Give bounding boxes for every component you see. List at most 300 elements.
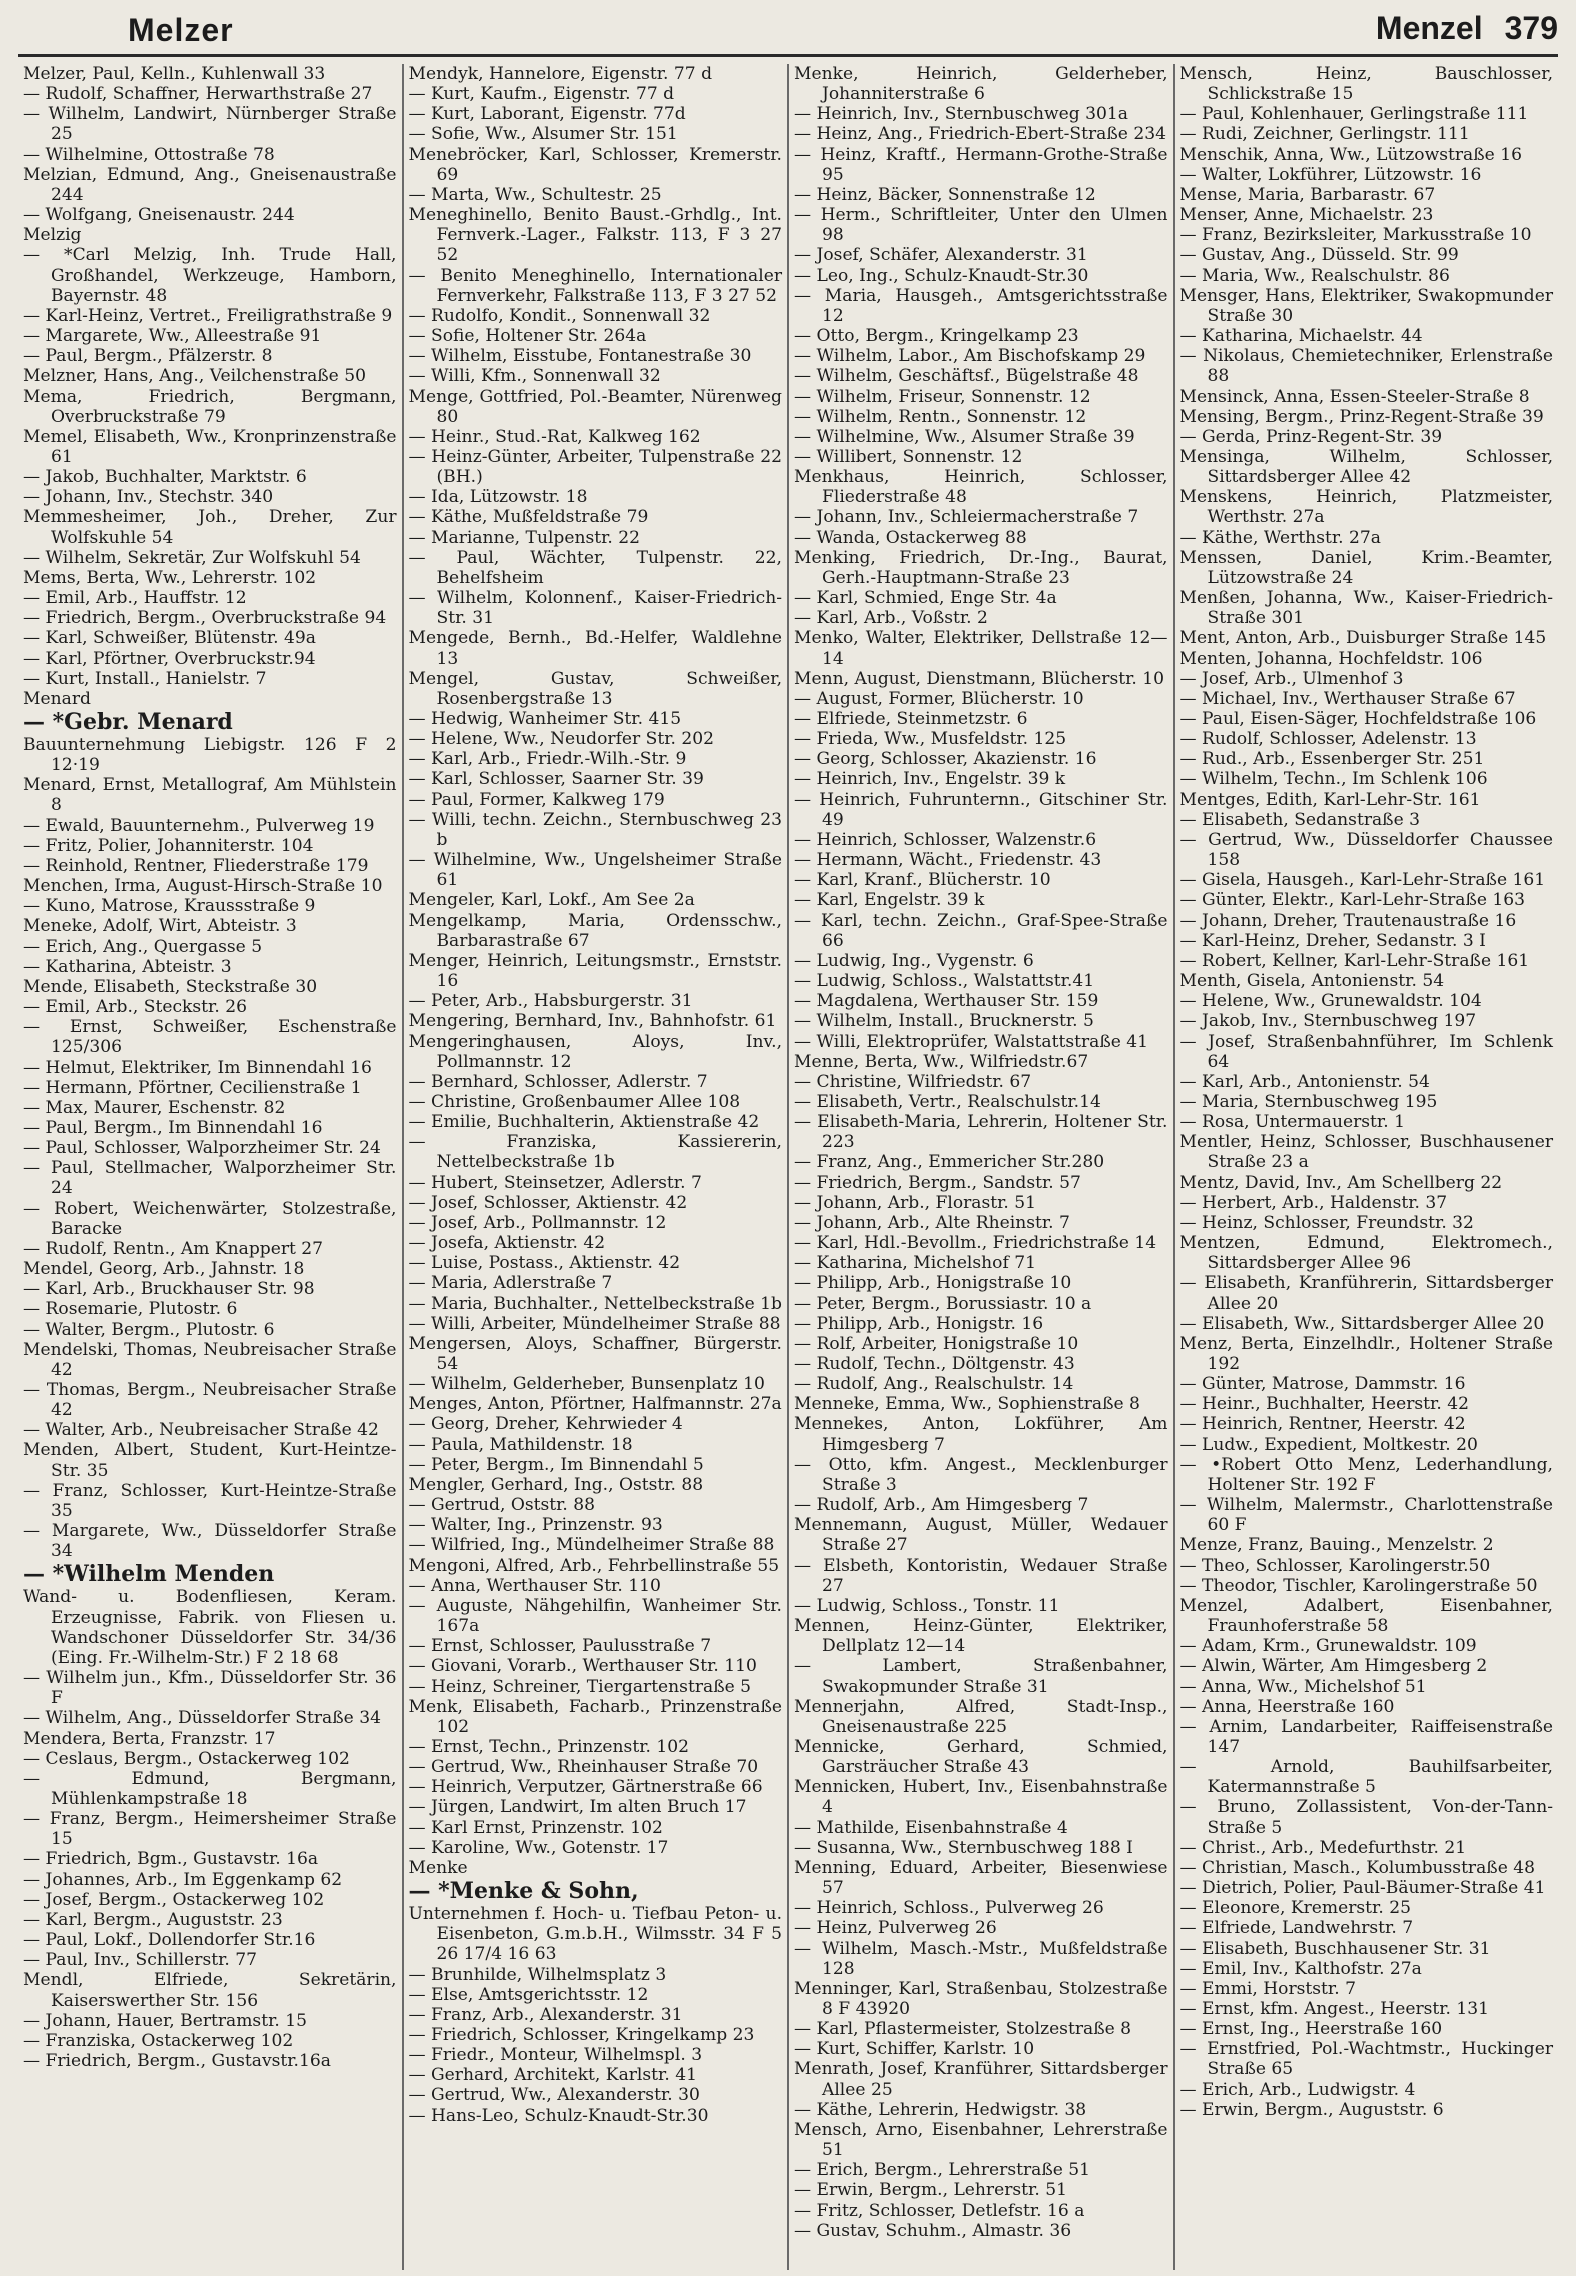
directory-entry: — Ewald, Bauunternehm., Pulverweg 19 <box>23 815 375 836</box>
directory-entry: — Ernst, Schlosser, Paulusstraße 7 <box>408 1636 712 1657</box>
directory-entry: — Franz, Bezirksleiter, Markusstraße 10 <box>1179 225 1532 246</box>
directory-entry: — Rudolf, Arb., Am Himgesberg 7 <box>794 1495 1089 1516</box>
directory-entry: — Johannes, Arb., Im Eggenkamp 62 <box>23 1869 343 1890</box>
directory-entry: Mengler, Gerhard, Ing., Oststr. 88 <box>408 1474 704 1495</box>
directory-entry: — Philipp, Arb., Honigstraße 10 <box>794 1273 1072 1294</box>
directory-entry: — Willi, Kfm., Sonnenwall 32 <box>408 366 661 387</box>
directory-entry: — Heinrich, Schloss., Pulverweg 26 <box>794 1898 1104 1919</box>
directory-entry: — Bernhard, Schlosser, Adlerstr. 7 <box>408 1071 708 1092</box>
directory-entry: Mengelkamp, Maria, Ordensschw., Barbarastraße 67 <box>408 910 782 951</box>
directory-entry: — Helene, Ww., Grunewaldstr. 104 <box>1179 991 1482 1012</box>
directory-entry: — Heinrich, Verputzer, Gärtnerstraße 66 <box>408 1777 763 1798</box>
directory-entry: — Benito Meneghinello, Internationaler Fernverkehr, Falkstraße 113, F 3 27 52 <box>408 265 782 306</box>
directory-entry: Menzel, Adalbert, Eisenbahner, Fraunhoferstraße 58 <box>1179 1595 1553 1637</box>
directory-entry: Menke, Heinrich, Gelderheber, Johanniterstraße 6 <box>794 64 1168 105</box>
directory-entry: — Otto, Bergm., Kringelkamp 23 <box>794 326 1079 347</box>
company-heading: — *Menke & Sohn, <box>408 1878 639 1905</box>
directory-entry: Mensger, Hans, Elektriker, Swakopmunder Straße 30 <box>1179 285 1554 326</box>
directory-entry: — Heinz, Bäcker, Sonnenstraße 12 <box>794 184 1096 205</box>
directory-entry: — Heinr., Stud.-Rat, Kalkweg 162 <box>408 426 701 447</box>
running-head-right <box>1376 10 1558 47</box>
directory-entry: — Paul, Stellmacher, Walporzheimer Str. 24 <box>23 1158 397 1199</box>
directory-entry: Mensch, Heinz, Bauschlosser, Schlickstraße 15 <box>1179 64 1553 105</box>
directory-entry: — Wilhelm, Masch.-Mstr., Mußfeldstraße 128 <box>794 1938 1168 1979</box>
directory-entry: — Wilhelm, Ang., Düsseldorfer Straße 34 <box>23 1708 381 1729</box>
directory-entry: — Wilhelm, Geschäftsf., Bügelstraße 48 <box>794 366 1139 387</box>
directory-entry: — Ernst, Techn., Prinzenstr. 102 <box>408 1736 689 1757</box>
directory-entry: Mengeler, Karl, Lokf., Am See 2a <box>408 890 695 911</box>
directory-entry: Bauunternehmung Liebigstr. 126 F 2 12·19 <box>23 735 397 776</box>
directory-entry: — Magdalena, Werthauser Str. 159 <box>794 991 1099 1012</box>
directory-entry: — Wilhelm, Install., Brucknerstr. 5 <box>794 1011 1094 1032</box>
directory-entry: — Theo, Schlosser, Karolingerstr.50 <box>1179 1555 1491 1576</box>
directory-entry: — Paul, Bergm., Pfälzerstr. 8 <box>23 346 273 367</box>
directory-entry: — Elfriede, Steinmetzstr. 6 <box>794 709 1028 729</box>
directory-entry: — Ceslaus, Bergm., Ostackerweg 102 <box>23 1748 350 1769</box>
directory-entry: Ment, Anton, Arb., Duisburger Straße 145 <box>1179 628 1547 649</box>
directory-entry: — Else, Amtsgerichtsstr. 12 <box>408 1984 649 2005</box>
directory-entry: Mentzen, Edmund, Elektromech., Sittardsberger Allee 96 <box>1179 1233 1553 1274</box>
directory-entry: Mems, Berta, Ww., Lehrerstr. 102 <box>23 567 317 588</box>
directory-entry: — Josef, Bergm., Ostackerweg 102 <box>23 1889 325 1910</box>
directory-entry: Mengersen, Aloys, Schaffner, Bürgerstr. 54 <box>408 1333 782 1374</box>
directory-entry: — Käthe, Lehrerin, Hedwigstr. 38 <box>794 2099 1087 2120</box>
directory-entry: — Wilhelmine, Ww., Ungelsheimer Straße 61 <box>408 850 782 891</box>
directory-entry: — Anna, Ww., Michelshof 51 <box>1179 1676 1427 1697</box>
directory-entry: — Karl, Schweißer, Blütenstr. 49a <box>23 628 316 649</box>
directory-entry: — Paul, Schlosser, Walporzheimer Str. 24 <box>23 1138 381 1159</box>
column-1 <box>18 64 402 2270</box>
page-number: 379 <box>1504 10 1558 46</box>
directory-entry: — Emmi, Horststr. 7 <box>1179 1978 1356 1999</box>
directory-entry: Menze, Franz, Bauing., Menzelstr. 2 <box>1179 1535 1494 1556</box>
directory-entry: — Marta, Ww., Schultestr. 25 <box>408 184 662 205</box>
directory-entry: — Heinr., Buchhalter, Heerstr. 42 <box>1179 1394 1469 1415</box>
directory-entry: — Gertrud, Ww., Düsseldorfer Chaussee 158 <box>1179 829 1553 871</box>
directory-entry: — •Robert Otto Menz, Lederhandlung, Holtener Str. 192 F <box>1179 1454 1553 1495</box>
directory-entry: — Erich, Ang., Quergasse 5 <box>23 936 263 957</box>
directory-entry: — Wilhelmine, Ww., Alsumer Straße 39 <box>794 426 1135 447</box>
directory-entry: Menges, Anton, Pförtner, Halfmannstr. 27a <box>408 1394 782 1415</box>
directory-entry: Mentz, David, Inv., Am Schellberg 22 <box>1179 1172 1503 1193</box>
directory-entry: — Helene, Ww., Neudorfer Str. 202 <box>408 729 714 750</box>
directory-entry: — Herm., Schriftleiter, Unter den Ulmen 98 <box>794 205 1168 246</box>
directory-entry: — Paul, Inv., Schillerstr. 77 <box>23 1950 258 1971</box>
directory-entry: — Herbert, Arb., Haldenstr. 37 <box>1179 1192 1448 1213</box>
directory-entry: — Paul, Eisen-Säger, Hochfeldstraße 106 <box>1179 709 1537 729</box>
directory-entry: — Karl, Pförtner, Overbruckstr.94 <box>23 648 316 669</box>
directory-entry: — Karl, Arb., Antonienstr. 54 <box>1179 1071 1430 1092</box>
directory-entry: Mengel, Gustav, Schweißer, Rosenbergstraße 13 <box>408 668 782 709</box>
directory-entry: — Wolfgang, Gneisenaustr. 244 <box>23 205 295 226</box>
directory-entry: — Paula, Mathildenstr. 18 <box>408 1434 633 1455</box>
running-head-left: Melzer <box>128 12 234 48</box>
directory-entry: — Karl, techn. Zeichn., Graf-Spee-Straße 66 <box>794 910 1168 951</box>
column-3 <box>787 64 1173 2270</box>
directory-entry: — Karl-Heinz, Dreher, Sedanstr. 3 I <box>1179 930 1486 951</box>
directory-entry: Mendelski, Thomas, Neubreisacher Straße 42 <box>23 1339 397 1380</box>
directory-entry: Menninger, Karl, Straßenbau, Stolzestraße 8 F 43920 <box>794 1978 1168 2019</box>
directory-entry: — Wilhelm, Sekretär, Zur Wolfskuhl 54 <box>23 547 361 568</box>
directory-entry: Mengeringhausen, Aloys, Inv., Pollmannstr. 12 <box>408 1031 782 1072</box>
directory-entry: — Michael, Inv., Werthauser Straße 67 <box>1179 688 1516 709</box>
directory-entry: Menneke, Emma, Ww., Sophienstraße 8 <box>794 1394 1140 1415</box>
directory-entry: — Christine, Wilfriedstr. 67 <box>794 1071 1032 1092</box>
directory-entry: Memel, Elisabeth, Ww., Kronprinzenstraße 61 <box>23 426 397 467</box>
directory-entry: — Ludwig, Ing., Vygenstr. 6 <box>794 950 1034 971</box>
directory-entry: — Hubert, Steinsetzer, Adlerstr. 7 <box>408 1172 702 1193</box>
directory-entry: — Ernst, Ing., Heerstraße 160 <box>1179 2019 1443 2040</box>
directory-entry: — Rosemarie, Plutostr. 6 <box>23 1299 238 1320</box>
directory-entry: — Johann, Hauer, Bertramstr. 15 <box>23 2010 307 2031</box>
directory-entry: Menger, Heinrich, Leitungsmstr., Ernststr. 16 <box>408 950 782 992</box>
directory-entry: Menard <box>23 688 91 709</box>
directory-entry: — Heinz, Kraftf., Hermann-Grothe-Straße 95 <box>794 144 1168 185</box>
directory-entry: — Karl, Arb., Friedr.-Wilh.-Str. 9 <box>408 749 687 770</box>
directory-entry: — Rudolf, Rentn., Am Knappert 27 <box>23 1238 324 1259</box>
directory-entry: — Rosa, Untermauerstr. 1 <box>1179 1112 1405 1133</box>
directory-entry: — August, Former, Blücherstr. 10 <box>794 688 1084 709</box>
directory-entry: — *Carl Melzig, Inh. Trude Hall, Großhandel, Werkzeuge, Hamborn, Bayernstr. 48 <box>23 245 397 306</box>
directory-entry: Menn, August, Dienstmann, Blücherstr. 10 <box>794 668 1165 689</box>
directory-entry: — Walter, Lokführer, Lützowstr. 16 <box>1179 164 1482 185</box>
directory-entry: Menschik, Anna, Ww., Lützowstraße 16 <box>1179 144 1522 165</box>
directory-entry: — Johann, Arb., Alte Rheinstr. 7 <box>794 1212 1070 1233</box>
directory-entry: — Heinrich, Rentner, Heerstr. 42 <box>1179 1414 1466 1435</box>
directory-entry: — Heinz, Pulverweg 26 <box>794 1918 997 1939</box>
directory-entry: — Edmund, Bergmann, Mühlenkampstraße 18 <box>23 1768 397 1809</box>
directory-entry: — Katharina, Abteistr. 3 <box>23 956 232 977</box>
directory-entry: — Heinz, Schlosser, Freundstr. 32 <box>1179 1212 1474 1233</box>
directory-entry: Menssen, Daniel, Krim.-Beamter, Lützowstraße 24 <box>1179 547 1553 588</box>
directory-entry: — Margarete, Ww., Düsseldorfer Straße 34 <box>23 1521 397 1562</box>
directory-entry: Wand- u. Bodenfliesen, Keram. Erzeugnisse, Fabrik. von Fliesen u. Wandschoner Düsseldorfer Str. 34/36 (Eing. Fr.-Wilhelm-Str.) F 2 18 68 <box>23 1587 397 1668</box>
directory-entry: Mema, Friedrich, Bergmann, Overbruckstraße 79 <box>23 386 397 427</box>
directory-entry: — Jakob, Buchhalter, Marktstr. 6 <box>23 467 307 488</box>
directory-entry: — Sofie, Holtener Str. 264a <box>408 326 647 347</box>
directory-entry: — Georg, Schlosser, Akazienstr. 16 <box>794 749 1097 770</box>
directory-entry: — Friedrich, Bergm., Sandstr. 57 <box>794 1172 1081 1193</box>
directory-entry: Menk, Elisabeth, Facharb., Prinzenstraße 102 <box>408 1696 782 1737</box>
directory-entry: Menrath, Josef, Kranführer, Sittardsberger Allee 25 <box>794 2059 1168 2100</box>
directory-entry: — Willi, Elektroprüfer, Walstattstraße 41 <box>794 1031 1149 1052</box>
directory-entry: — Elsbeth, Kontoristin, Wedauer Straße 27 <box>794 1555 1168 1596</box>
directory-entry: — Fritz, Schlosser, Detlefstr. 16 a <box>794 2200 1085 2221</box>
directory-entry: — Josef, Straßenbahnführer, Im Schlenk 64 <box>1179 1031 1553 1072</box>
directory-entry: — Franz, Bergm., Heimersheimer Straße 15 <box>23 1809 397 1850</box>
directory-entry: — Ludwig, Schloss., Tonstr. 11 <box>794 1595 1060 1616</box>
directory-entry: — Rudolf, Ang., Realschulstr. 14 <box>794 1374 1074 1395</box>
directory-entry: — Karl, Pflastermeister, Stolzestraße 8 <box>794 2019 1132 2040</box>
directory-entry: Meneghinello, Benito Baust.-Grhdlg., Int. Fernverk.-Lager., Falkstr. 113, F 3 27 52 <box>408 205 782 266</box>
directory-entry: — Robert, Weichenwärter, Stolzestraße, Baracke <box>23 1198 397 1239</box>
directory-entry: — Thomas, Bergm., Neubreisacher Straße 42 <box>23 1380 397 1421</box>
directory-entry: — Fritz, Polier, Johanniterstr. 104 <box>23 835 314 856</box>
directory-entry: — Ernst, Schweißer, Eschenstraße 125/306 <box>23 1017 397 1058</box>
directory-entry: — Gertrud, Oststr. 88 <box>408 1495 596 1516</box>
directory-entry: — Heinz, Ang., Friedrich-Ebert-Straße 234 <box>794 124 1166 145</box>
directory-entry: — Josef, Arb., Ulmenhof 3 <box>1179 668 1404 689</box>
directory-entry: — Jakob, Inv., Sternbuschweg 197 <box>1179 1011 1477 1032</box>
directory-entry: — Brunhilde, Wilhelmsplatz 3 <box>408 1964 667 1985</box>
directory-entry: Mensinga, Wilhelm, Schlosser, Sittardsberger Allee 42 <box>1179 446 1553 488</box>
directory-entry: — Gerda, Prinz-Regent-Str. 39 <box>1179 426 1443 447</box>
directory-entry: — Elisabeth-Maria, Lehrerin, Holtener Str. 223 <box>794 1112 1168 1153</box>
directory-entry: — Günter, Matrose, Dammstr. 16 <box>1179 1374 1466 1395</box>
directory-entry: — Josef, Arb., Pollmannstr. 12 <box>408 1212 667 1233</box>
directory-entry: — Franziska, Kassiererin, Nettelbeckstraße 1b <box>408 1132 782 1173</box>
directory-entry: — Arnold, Bauhilfsarbeiter, Katermannstraße 5 <box>1179 1757 1553 1798</box>
directory-entry: — Franz, Arb., Alexanderstr. 31 <box>408 2004 683 2025</box>
directory-entry: Mensinck, Anna, Essen-Steeler-Straße 8 <box>1179 386 1530 407</box>
directory-entry: Mennicke, Gerhard, Schmied, Garsträucher Straße 43 <box>794 1736 1168 1778</box>
directory-entry: Menßen, Johanna, Ww., Kaiser-Friedrich-Straße 301 <box>1179 588 1553 629</box>
directory-entry: Mentler, Heinz, Schlosser, Buschhausener Straße 23 a <box>1179 1132 1553 1173</box>
directory-entry: — Friedr., Monteur, Wilhelmspl. 3 <box>408 2045 703 2066</box>
directory-entry: — Paul, Former, Kalkweg 179 <box>408 789 665 810</box>
directory-entry: — Rudolf, Schaffner, Herwarthstraße 27 <box>23 84 373 105</box>
directory-entry: Menskens, Heinrich, Platzmeister, Werthstr. 27a <box>1179 487 1553 528</box>
directory-entry: — Wilhelm, Landwirt, Nürnberger Straße 25 <box>23 104 397 145</box>
directory-entry: — Karl, Arb., Bruckhauser Str. 98 <box>23 1279 315 1300</box>
directory-entry: Mennerjahn, Alfred, Stadt-Insp., Gneisenaustraße 225 <box>794 1696 1168 1737</box>
directory-entry: — Georg, Dreher, Kehrwieder 4 <box>408 1414 683 1435</box>
directory-entry: Melzig <box>23 225 82 246</box>
directory-entry: — Robert, Kellner, Karl-Lehr-Straße 161 <box>1179 950 1530 971</box>
directory-entry: — Emil, Arb., Steckstr. 26 <box>23 997 247 1018</box>
company-heading: — *Gebr. Menard <box>23 709 233 735</box>
directory-entry: — Gerhard, Architekt, Karlstr. 41 <box>408 2065 697 2086</box>
directory-entry: — Karl, Schlosser, Saarner Str. 39 <box>408 769 704 790</box>
directory-entry: — Willi, Arbeiter, Mündelheimer Straße 88 <box>408 1313 781 1334</box>
directory-entry: — Johann, Arb., Florastr. 51 <box>794 1192 1037 1213</box>
directory-entry: Mensch, Arno, Eisenbahner, Lehrerstraße 51 <box>794 2119 1168 2161</box>
directory-entry: Mendera, Berta, Franzstr. 17 <box>23 1728 276 1749</box>
directory-entry: Menchen, Irma, August-Hirsch-Straße 10 <box>23 876 383 897</box>
page-header <box>18 4 1558 57</box>
directory-entry: Menking, Friedrich, Dr.-Ing., Baurat, Gerh.-Hauptmann-Straße 23 <box>794 547 1168 588</box>
directory-entry: — Eleonore, Kremerstr. 25 <box>1179 1898 1411 1919</box>
column-2 <box>402 64 788 2270</box>
directory-entry: — Lambert, Straßenbahner, Swakopmunder Straße 31 <box>794 1656 1168 1697</box>
directory-entry: Menth, Gisela, Antonienstr. 54 <box>1179 971 1445 992</box>
directory-entry: — Karl-Heinz, Vertret., Freiligrathstraße 9 <box>23 305 393 326</box>
directory-entry: — Käthe, Werthstr. 27a <box>1179 527 1381 548</box>
directory-entry: Menden, Albert, Student, Kurt-Heintze-Str. 35 <box>23 1440 397 1481</box>
directory-entry: — Frieda, Ww., Musfeldstr. 125 <box>794 729 1067 750</box>
directory-entry: — Paul, Kohlenhauer, Gerlingstraße 111 <box>1179 104 1529 125</box>
directory-entry: — Nikolaus, Chemietechniker, Erlenstraße 88 <box>1179 346 1553 387</box>
directory-entry: — Rudolfo, Kondit., Sonnenwall 32 <box>408 305 711 326</box>
directory-entry: — Peter, Arb., Habsburgerstr. 31 <box>408 991 693 1012</box>
directory-entry: — Erich, Bergm., Lehrerstraße 51 <box>794 2160 1091 2181</box>
directory-entry: — Emil, Arb., Hauffstr. 12 <box>23 588 247 609</box>
directory-entry: Mendyk, Hannelore, Eigenstr. 77 d <box>408 64 713 84</box>
directory-entry: — Ernstfried, Pol.-Wachtmstr., Huckinger Straße 65 <box>1179 2039 1553 2080</box>
directory-entry: — Ernst, kfm. Angest., Heerstr. 131 <box>1179 1999 1490 2019</box>
directory-entry: — Peter, Bergm., Im Binnendahl 5 <box>408 1454 704 1475</box>
directory-entry: — Rudi, Zeichner, Gerlingstr. 111 <box>1179 124 1470 145</box>
directory-entry: — Walter, Ing., Prinzenstr. 93 <box>408 1515 663 1536</box>
directory-entry: — Wilhelm, Rentn., Sonnenstr. 12 <box>794 406 1087 427</box>
directory-entry: Menebröcker, Karl, Schlosser, Kremerstr. 69 <box>408 144 782 185</box>
directory-entry: — Friedrich, Bgm., Gustavstr. 16a <box>23 1849 319 1870</box>
directory-entry: Mentges, Edith, Karl-Lehr-Str. 161 <box>1179 789 1481 810</box>
directory-entry: — Friedrich, Schlosser, Kringelkamp 23 <box>408 2025 755 2045</box>
directory-entry: Menning, Eduard, Arbeiter, Biesenwiese 57 <box>794 1857 1168 1899</box>
directory-entry: — Franziska, Ostackerweg 102 <box>23 2030 294 2051</box>
directory-entry: — Elisabeth, Vertr., Realschulstr.14 <box>794 1091 1101 1112</box>
directory-entry: — Marianne, Tulpenstr. 22 <box>408 527 641 548</box>
directory-entry: — Friedrich, Bergm., Overbruckstraße 94 <box>23 608 387 629</box>
directory-entry: — Käthe, Mußfeldstraße 79 <box>408 507 649 528</box>
directory-entry: Mennen, Heinz-Günter, Elektriker, Dellplatz 12—14 <box>794 1616 1168 1657</box>
directory-entry: Mense, Maria, Barbarastr. 67 <box>1179 184 1436 205</box>
directory-entry: — Paul, Wächter, Tulpenstr. 22, Behelfsheim <box>408 547 782 588</box>
directory-entry: Mennicken, Hubert, Inv., Eisenbahnstraße 4 <box>794 1777 1168 1818</box>
directory-entry: — Heinrich, Inv., Sternbuschweg 301a <box>794 104 1128 125</box>
directory-entry: — Katharina, Michaelstr. 44 <box>1179 326 1423 347</box>
directory-entry: — Emil, Inv., Kalthofstr. 27a <box>1179 1958 1422 1979</box>
directory-entry: — Kurt, Install., Hanielstr. 7 <box>23 668 267 689</box>
directory-entry: — Kurt, Kaufm., Eigenstr. 77 d <box>408 84 675 105</box>
directory-entry: Meneke, Adolf, Wirt, Abteistr. 3 <box>23 916 297 937</box>
directory-entry: — Gustav, Ang., Düsseld. Str. 99 <box>1179 245 1459 266</box>
directory-entry: — Erwin, Bergm., Auguststr. 6 <box>1179 2099 1444 2120</box>
directory-entry: — Hermann, Wächt., Friedenstr. 43 <box>794 850 1102 871</box>
directory-entry: — Karl, Kranf., Blücherstr. 10 <box>794 870 1051 891</box>
directory-entry: — Philipp, Arb., Honigstr. 16 <box>794 1313 1044 1334</box>
directory-entry: — Maria, Buchhalter., Nettelbeckstraße 1b <box>408 1293 782 1314</box>
directory-entry: — Wilhelm, Malermstr., Charlottenstraße 60 F <box>1179 1495 1553 1536</box>
directory-entry: — Elisabeth, Ww., Sittardsberger Allee 20 <box>1179 1313 1545 1334</box>
directory-entry: — Dietrich, Polier, Paul-Bäumer-Straße 41 <box>1179 1878 1546 1899</box>
directory-entry: — Sofie, Ww., Alsumer Str. 151 <box>408 124 678 145</box>
directory-entry: — Giovani, Vorarb., Werthauser Str. 110 <box>408 1656 757 1677</box>
directory-entry: — Karl, Bergm., Auguststr. 23 <box>23 1909 283 1930</box>
directory-entry: — Bruno, Zollassistent, Von-der-Tann-Straße 5 <box>1179 1797 1553 1838</box>
directory-entry: — Johann, Dreher, Trautenaustraße 16 <box>1179 910 1517 931</box>
directory-entry: — Wilhelm, Labor., Am Bischofskamp 29 <box>794 346 1146 367</box>
directory-entry: — Karl, Schmied, Enge Str. 4a <box>794 588 1057 609</box>
directory-entry: — Susanna, Ww., Sternbuschweg 188 I <box>794 1837 1133 1858</box>
directory-entry: Unternehmen f. Hoch- u. Tiefbau Peton- u. Eisenbeton, G.m.b.H., Wilmsstr. 34 F 5 26 17/4 16 63 <box>408 1904 782 1965</box>
directory-entry: — Gertrud, Ww., Rheinhauser Straße 70 <box>408 1757 759 1778</box>
directory-entry: — Karoline, Ww., Gotenstr. 17 <box>408 1837 669 1858</box>
directory-entry: — Paul, Lokf., Dollendorfer Str.16 <box>23 1930 316 1951</box>
directory-entry: — Erich, Arb., Ludwigstr. 4 <box>1179 2079 1416 2100</box>
directory-entry: — Peter, Bergm., Borussiastr. 10 a <box>794 1293 1092 1314</box>
directory-entry: — Franz, Ang., Emmericher Str.280 <box>794 1152 1105 1173</box>
directory-entry: — Wilhelm, Eisstube, Fontanestraße 30 <box>408 346 752 367</box>
directory-entry: — Wilfried, Ing., Mündelheimer Straße 88 <box>408 1535 775 1556</box>
directory-entry: Melzian, Edmund, Ang., Gneisenaustraße 244 <box>23 164 397 205</box>
directory-entry: — Anna, Heerstraße 160 <box>1179 1696 1395 1717</box>
directory-columns <box>18 64 1558 2270</box>
directory-entry: — Erwin, Bergm., Lehrerstr. 51 <box>794 2180 1067 2201</box>
directory-entry: Mendel, Georg, Arb., Jahnstr. 18 <box>23 1259 305 1280</box>
directory-entry: Menser, Anne, Michaelstr. 23 <box>1179 205 1434 226</box>
directory-entry: — Reinhold, Rentner, Fliederstraße 179 <box>23 855 369 876</box>
directory-entry: — Katharina, Michelshof 71 <box>794 1253 1036 1274</box>
directory-entry: — Maria, Sternbuschweg 195 <box>1179 1091 1438 1112</box>
directory-entry: — Heinrich, Fuhrunternn., Gitschiner Str. 49 <box>794 789 1168 830</box>
directory-entry: — Günter, Elektr., Karl-Lehr-Straße 163 <box>1179 890 1526 911</box>
directory-entry: Menge, Gottfried, Pol.-Beamter, Nürenweg 80 <box>408 386 782 427</box>
directory-entry: — Christian, Masch., Kolumbusstraße 48 <box>1179 1857 1536 1878</box>
directory-entry: — Rudolf, Schlosser, Adelenstr. 13 <box>1179 729 1477 750</box>
directory-entry: — Maria, Hausgeh., Amtsgerichtsstraße 12 <box>794 285 1168 326</box>
directory-entry: — Wilhelm, Friseur, Sonnenstr. 12 <box>794 386 1091 407</box>
directory-entry: — Karl, Hdl.-Bevollm., Friedrichstraße 14 <box>794 1233 1157 1254</box>
directory-entry: — Willi, techn. Zeichn., Sternbuschweg 23 b <box>408 809 782 850</box>
directory-entry: — Heinrich, Schlosser, Walzenstr.6 <box>794 829 1097 850</box>
directory-entry: — Auguste, Nähgehilfin, Wanheimer Str. 167a <box>408 1595 782 1637</box>
directory-entry: — Johann, Inv., Stechstr. 340 <box>23 487 274 508</box>
directory-entry: — Rud., Arb., Essenberger Str. 251 <box>1179 749 1485 770</box>
directory-entry: — Josefa, Aktienstr. 42 <box>408 1233 606 1254</box>
directory-entry: — Elisabeth, Sedanstraße 3 <box>1179 809 1421 830</box>
directory-entry: — Helmut, Elektriker, Im Binnendahl 16 <box>23 1057 372 1078</box>
directory-entry: — Wilhelm, Techn., Im Schlenk 106 <box>1179 769 1488 790</box>
directory-entry: — Anna, Werthauser Str. 110 <box>408 1575 661 1596</box>
directory-entry: Mengede, Bernh., Bd.-Helfer, Waldlehne 13 <box>408 628 782 669</box>
directory-entry: Menkhaus, Heinrich, Schlosser, Fliederstraße 48 <box>794 467 1168 508</box>
directory-entry: — Mathilde, Eisenbahnstraße 4 <box>794 1817 1068 1838</box>
directory-entry: — Karl, Engelstr. 39 k <box>794 890 985 911</box>
directory-entry: — Ludwig, Schloss., Walstattstr.41 <box>794 971 1095 992</box>
company-heading: — *Wilhelm Menden <box>23 1561 275 1588</box>
directory-entry: — Gertrud, Ww., Alexanderstr. 30 <box>408 2085 700 2106</box>
directory-entry: Menne, Berta, Ww., Wilfriedstr.67 <box>794 1051 1089 1072</box>
directory-entry: Melzer, Paul, Kelln., Kuhlenwall 33 <box>23 64 326 84</box>
directory-entry: — Hedwig, Wanheimer Str. 415 <box>408 709 682 729</box>
directory-entry: — Christ., Arb., Medefurthstr. 21 <box>1179 1837 1467 1858</box>
directory-entry: — Wanda, Ostackerweg 88 <box>794 527 1027 548</box>
directory-entry: — Otto, kfm. Angest., Mecklenburger Straße 3 <box>794 1454 1168 1495</box>
directory-entry: — Emilie, Buchhalterin, Aktienstraße 42 <box>408 1112 760 1133</box>
directory-entry: Mengering, Bernhard, Inv., Bahnhofstr. 61 <box>408 1011 777 1032</box>
directory-entry: — Willibert, Sonnenstr. 12 <box>794 446 1023 467</box>
directory-entry: Menko, Walter, Elektriker, Dellstraße 12—14 <box>794 628 1168 669</box>
directory-entry: — Gisela, Hausgeh., Karl-Lehr-Straße 161 <box>1179 870 1546 891</box>
directory-entry: — Paul, Bergm., Im Binnendahl 16 <box>23 1117 323 1138</box>
directory-entry: — Ludw., Expedient, Moltkestr. 20 <box>1179 1434 1478 1455</box>
directory-entry: — Kurt, Laborant, Eigenstr. 77d <box>408 104 686 125</box>
directory-entry: — Gustav, Schuhm., Almastr. 36 <box>794 2220 1072 2241</box>
directory-entry: — Hermann, Pförtner, Cecilienstraße 1 <box>23 1077 362 1098</box>
directory-entry: — Wilhelm jun., Kfm., Düsseldorfer Str. 36 F <box>23 1668 397 1709</box>
directory-entry: — Maria, Adlerstraße 7 <box>408 1273 613 1294</box>
directory-entry: Menke <box>408 1857 468 1878</box>
directory-entry: — Arnim, Landarbeiter, Raiffeisenstraße 147 <box>1179 1716 1553 1757</box>
directory-entry: — Leo, Ing., Schulz-Knaudt-Str.30 <box>794 265 1089 286</box>
directory-entry: — Maria, Ww., Realschulstr. 86 <box>1179 265 1450 286</box>
directory-entry: — Jürgen, Landwirt, Im alten Bruch 17 <box>408 1797 747 1818</box>
directory-entry: Memmesheimer, Joh., Dreher, Zur Wolfskuhle 54 <box>23 507 397 548</box>
directory-entry: — Walter, Bergm., Plutostr. 6 <box>23 1319 275 1340</box>
directory-entry: — Friedrich, Bergm., Gustavstr.16a <box>23 2051 331 2071</box>
directory-entry: Mengoni, Alfred, Arb., Fehrbellinstraße 55 <box>408 1555 780 1576</box>
directory-entry: — Heinz, Schreiner, Tiergartenstraße 5 <box>408 1676 752 1697</box>
directory-entry: Menten, Johanna, Hochfeldstr. 106 <box>1179 648 1483 669</box>
directory-entry: — Heinz-Günter, Arbeiter, Tulpenstraße 22 (BH.) <box>408 446 782 488</box>
directory-entry: Melzner, Hans, Ang., Veilchenstraße 50 <box>23 366 366 387</box>
directory-entry: — Luise, Postass., Aktienstr. 42 <box>408 1253 681 1274</box>
directory-entry: — Franz, Schlosser, Kurt-Heintze-Straße 35 <box>23 1480 397 1521</box>
directory-entry: — Theodor, Tischler, Karolingerstraße 50 <box>1179 1575 1538 1596</box>
directory-entry: — Wilhelm, Gelderheber, Bunsenplatz 10 <box>408 1374 765 1395</box>
